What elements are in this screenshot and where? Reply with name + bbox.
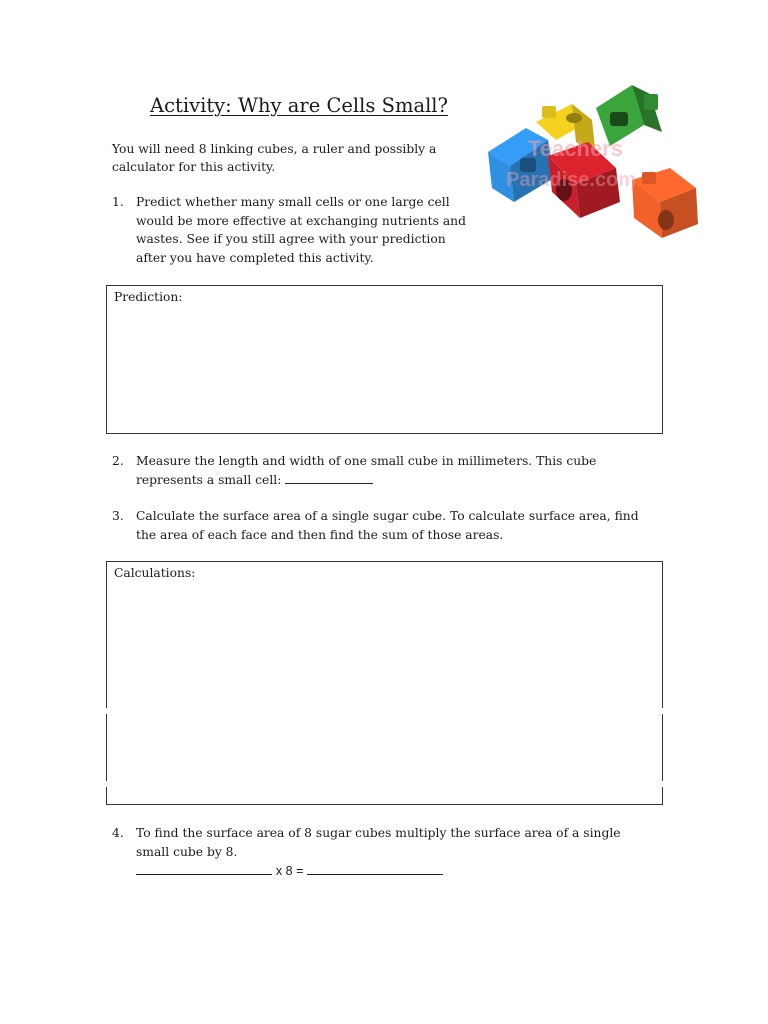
box-border-gap (105, 781, 108, 787)
question-number: 1. (112, 195, 124, 209)
question-line: Calculate the surface area of a single sugar cube. To calculate surface area, find (136, 509, 639, 523)
question-line-text: represents a small cell: (136, 472, 282, 487)
question-line: after you have completed this activity. (136, 250, 374, 265)
question-line: Measure the length and width of one small cube in millimeters. This cube (136, 454, 597, 468)
watermark-text: Paradise.com (506, 169, 637, 191)
prediction-box[interactable] (106, 285, 663, 434)
answer-blank[interactable] (307, 862, 443, 875)
watermark-text: Teachers (528, 136, 623, 161)
linking-cubes-image (484, 80, 704, 255)
question-line: Predict whether many small cells or one large cell (136, 195, 450, 209)
question-line: wastes. See if you still agree with your prediction (136, 232, 446, 246)
question-line: small cube by 8. (136, 844, 238, 859)
question-number: 2. (112, 454, 124, 468)
orange-cube-icon (632, 168, 698, 238)
box-border-gap (660, 708, 663, 714)
question-line (136, 471, 656, 490)
prediction-label: Prediction: (114, 290, 183, 304)
equation-text: x 8 = (275, 864, 304, 878)
page-title: Activity: Why are Cells Small? (150, 94, 448, 117)
question-number: 4. (112, 826, 124, 840)
question-line: To find the surface area of 8 sugar cubes multiply the surface area of a single (136, 826, 621, 840)
intro-line: You will need 8 linking cubes, a ruler and possibly a (112, 142, 437, 156)
answer-blank[interactable] (285, 471, 373, 484)
calculations-label: Calculations: (114, 566, 196, 580)
intro-text (112, 140, 462, 176)
question-line: would be more effective at exchanging nutrients and (136, 213, 466, 228)
box-border-gap (660, 781, 663, 787)
question-line: the area of each face and then find the sum of those areas. (136, 527, 504, 542)
answer-blank[interactable] (136, 862, 272, 875)
box-border-gap (105, 708, 108, 714)
calculations-box[interactable] (106, 561, 663, 805)
equation-line (136, 862, 666, 881)
question-number: 3. (112, 509, 124, 523)
intro-line: calculator for this activity. (112, 160, 276, 174)
